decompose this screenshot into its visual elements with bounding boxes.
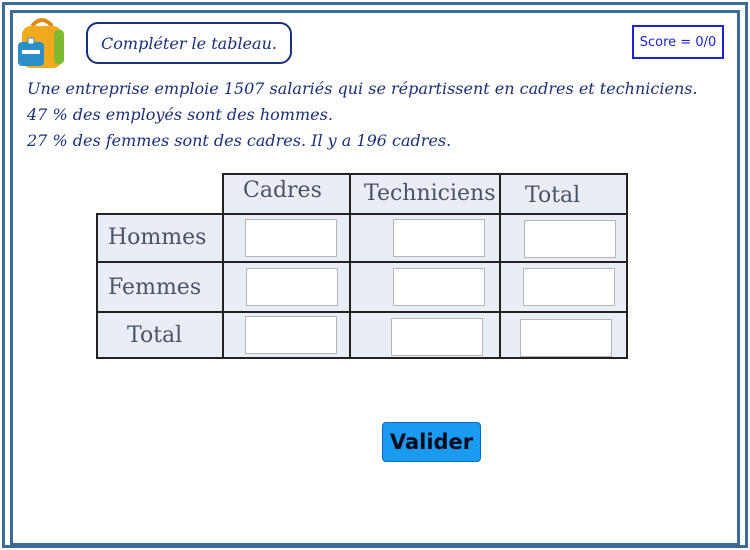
input-total-techniciens[interactable]: [391, 318, 483, 356]
row-header-hommes: Hommes: [108, 225, 207, 250]
row-header-femmes: Femmes: [108, 275, 202, 300]
input-femmes-cadres[interactable]: [246, 268, 338, 306]
instruction-title: Compléter le tableau.: [86, 22, 292, 64]
input-femmes-techniciens[interactable]: [393, 268, 485, 306]
row-header-total: Total: [127, 323, 183, 348]
backpack-icon: [16, 16, 68, 70]
column-header-techniciens: Techniciens: [364, 181, 496, 206]
input-total-total[interactable]: [520, 319, 612, 357]
statement-line-3: 27 % des femmes sont des cadres. Il y a 196 cadres.: [27, 131, 452, 150]
statement-line-1: Une entreprise emploie 1507 salariés qui se répartissent en cadres et techniciens.: [27, 79, 698, 98]
score-display: Score = 0/0: [632, 25, 724, 59]
statement-line-2: 47 % des employés sont des hommes.: [27, 105, 333, 124]
input-total-cadres[interactable]: [245, 316, 337, 354]
input-femmes-total[interactable]: [523, 268, 615, 306]
input-hommes-cadres[interactable]: [245, 219, 337, 257]
input-hommes-total[interactable]: [524, 220, 616, 258]
valider-button[interactable]: Valider: [382, 422, 481, 462]
column-header-cadres: Cadres: [243, 178, 322, 203]
column-header-total: Total: [525, 183, 581, 208]
input-hommes-techniciens[interactable]: [393, 219, 485, 257]
